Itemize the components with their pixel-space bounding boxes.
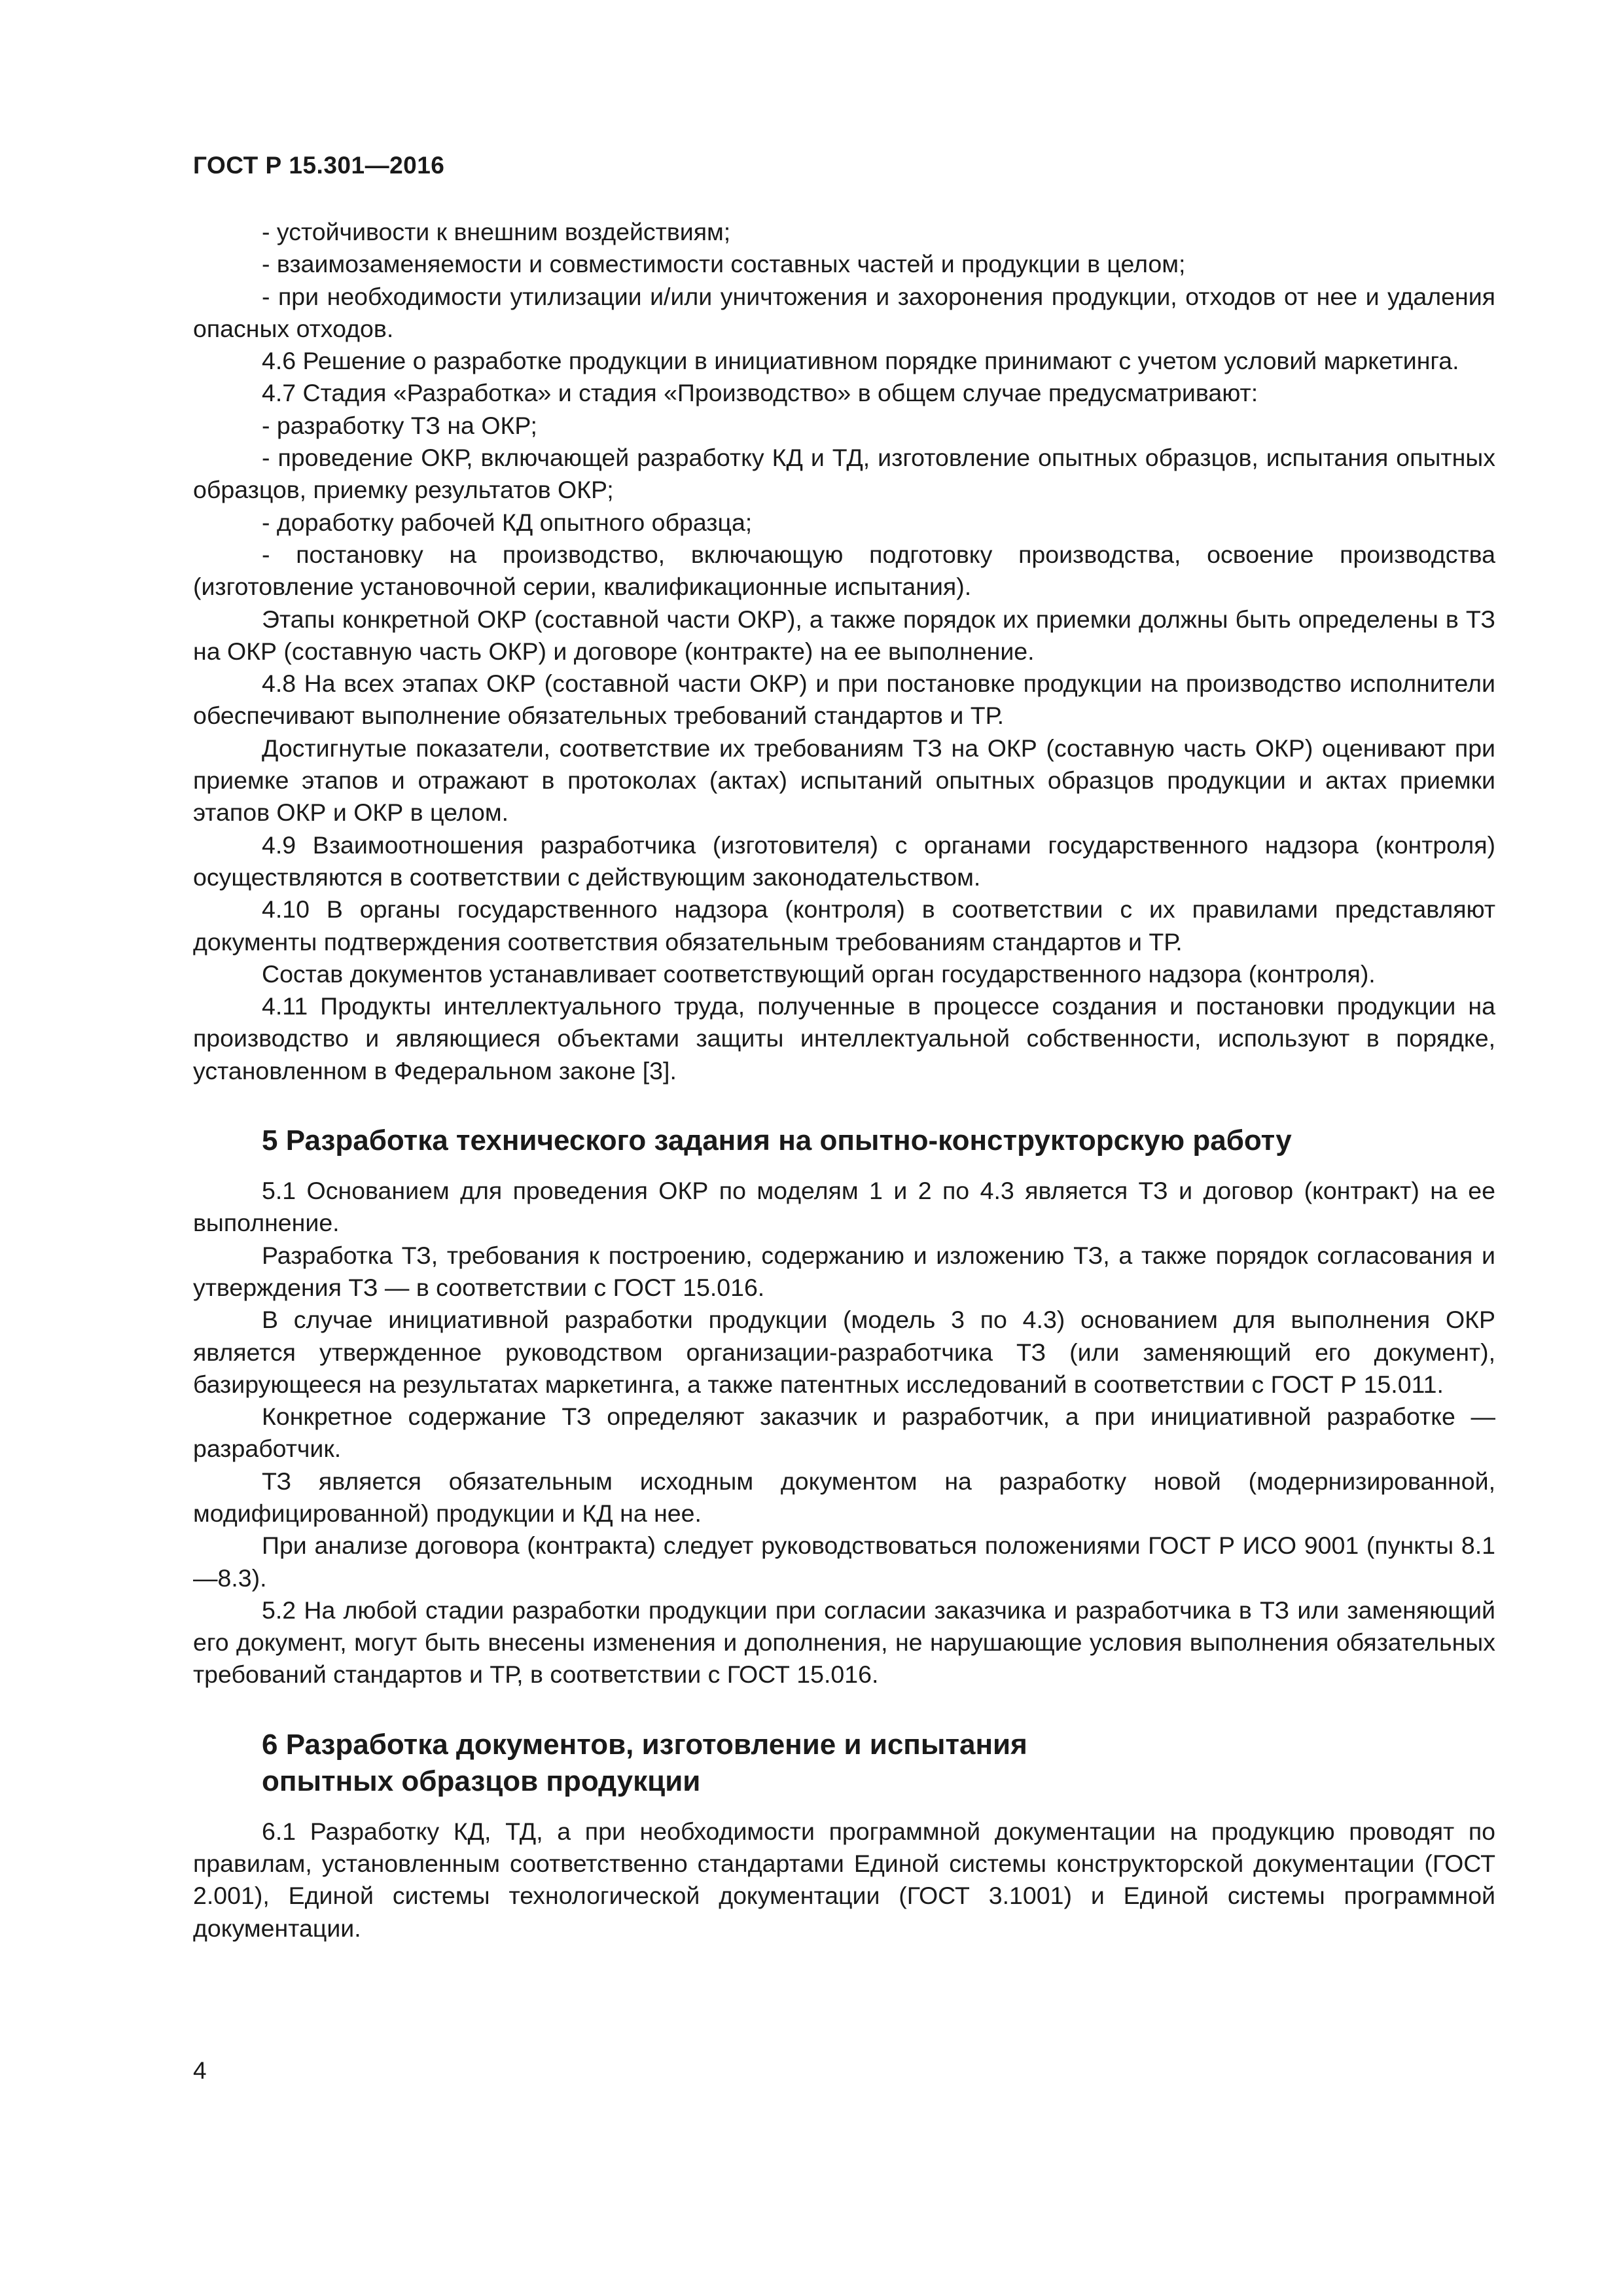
paragraph: Этапы конкретной ОКР (составной части ОКР), а также порядок их приемки должны быть определены в ТЗ на ОКР (составную часть ОКР) и договоре (контракте) на ее выполнение. bbox=[193, 605, 1495, 665]
list-item: - постановку на производство, включающую подготовку производства, освоение производства (изготовление установочной серии, квалификационные испытания). bbox=[193, 540, 1495, 601]
clause-5-1: 5.1 Основанием для проведения ОКР по моделям 1 и 2 по 4.3 является ТЗ и договор (контракт) на ее выполнение. bbox=[193, 1177, 1495, 1237]
clause-4-6: 4.6 Решение о разработке продукции в инициативном порядке принимают с учетом условий маркетинга. bbox=[262, 347, 1459, 375]
clause-4-11: 4.11 Продукты интеллектуального труда, полученные в процессе создания и постановки продукции на производство и являющиеся объектами защиты интеллектуальной собственности, используют в порядке, установленном в Федеральном законе [3]. bbox=[193, 992, 1495, 1085]
paragraph: Разработка ТЗ, требования к построению, содержанию и изложению ТЗ, а также порядок согласования и утверждения ТЗ — в соответствии с ГОСТ 15.016. bbox=[193, 1241, 1495, 1301]
paragraph: В случае инициативной разработки продукции (модель 3 по 4.3) основанием для выполнения ОКР является утвержденное руководством организации-разработчика ТЗ (или заменяющий его документ), базирующееся на результатах маркетинга, а также патентных исследований в соответствии с ГОСТ Р 15.011. bbox=[193, 1306, 1495, 1398]
clause-4-9: 4.9 Взаимоотношения разработчика (изготовителя) с органами государственного надзора (контроля) осуществляются в соответствии с действующим законодательством. bbox=[193, 831, 1495, 891]
page-number: 4 bbox=[193, 2057, 207, 2084]
document-body bbox=[193, 216, 1495, 1945]
clause-4-8: 4.8 На всех этапах ОКР (составной части ОКР) и при постановке продукции на производство исполнители обеспечивают выполнение обязательных требований стандартов и ТР. bbox=[193, 670, 1495, 730]
list-item: - проведение ОКР, включающей разработку КД и ТД, изготовление опытных образцов, испытания опытных образцов, приемку результатов ОКР; bbox=[193, 444, 1495, 504]
list-item: - устойчивости к внешним воздействиям; bbox=[262, 218, 731, 245]
paragraph: При анализе договора (контракта) следует руководствоваться положениями ГОСТ Р ИСО 9001 (пункты 8.1—8.3). bbox=[193, 1532, 1495, 1592]
paragraph: Достигнутые показатели, соответствие их требованиям ТЗ на ОКР (составную часть ОКР) оценивают при приемке этапов и отражают в протоколах (актах) испытаний опытных образцов продукции и актах приемки этапов ОКР и ОКР в целом. bbox=[193, 734, 1495, 827]
paragraph: ТЗ является обязательным исходным документом на разработку новой (модернизированной, модифицированной) продукции и КД на нее. bbox=[193, 1467, 1495, 1527]
paragraph: Состав документов устанавливает соответствующий орган государственного надзора (контроля). bbox=[262, 960, 1376, 988]
list-item: - взаимозаменяемости и совместимости составных частей и продукции в целом; bbox=[262, 250, 1186, 278]
list-item: - доработку рабочей КД опытного образца; bbox=[262, 508, 753, 536]
section-6-heading-line2: опытных образцов продукции bbox=[262, 1765, 701, 1797]
paragraph: Конкретное содержание ТЗ определяют заказчик и разработчик, а при инициативной разработке — разработчик. bbox=[193, 1403, 1495, 1463]
document-code-header: ГОСТ Р 15.301—2016 bbox=[193, 152, 445, 179]
section-5-heading: 5 Разработка технического задания на опытно-конструкторскую работу bbox=[262, 1124, 1292, 1157]
clause-4-7: 4.7 Стадия «Разработка» и стадия «Производство» в общем случае предусматривают: bbox=[262, 379, 1258, 407]
section-6-heading bbox=[193, 1727, 1495, 1800]
list-item: - при необходимости утилизации и/или уничтожения и захоронения продукции, отходов от нее и удаления опасных отходов. bbox=[193, 282, 1495, 342]
section-6-heading-line1: 6 Разработка документов, изготовление и испытания bbox=[262, 1728, 1027, 1761]
list-item: - разработку ТЗ на ОКР; bbox=[262, 411, 537, 439]
clause-5-2: 5.2 На любой стадии разработки продукции при согласии заказчика и разработчика в ТЗ или заменяющий его документ, могут быть внесены изменения и дополнения, не нарушающие условия выполнения обязательных требований стандартов и ТР, в соответствии с ГОСТ 15.016. bbox=[193, 1596, 1495, 1689]
clause-4-10: 4.10 В органы государственного надзора (контроля) в соответствии с их правилами представляют документы подтверждения соответствия обязательным требованиям стандартов и ТР. bbox=[193, 895, 1495, 956]
clause-6-1: 6.1 Разработку КД, ТД, а при необходимости программной документации на продукцию проводят по правилам, установленным соответственно стандартами Единой системы конструкторской документации (ГОСТ 2.001), Единой системы технологической документации (ГОСТ 3.1001) и Единой системы программной документации. bbox=[193, 1817, 1495, 1942]
